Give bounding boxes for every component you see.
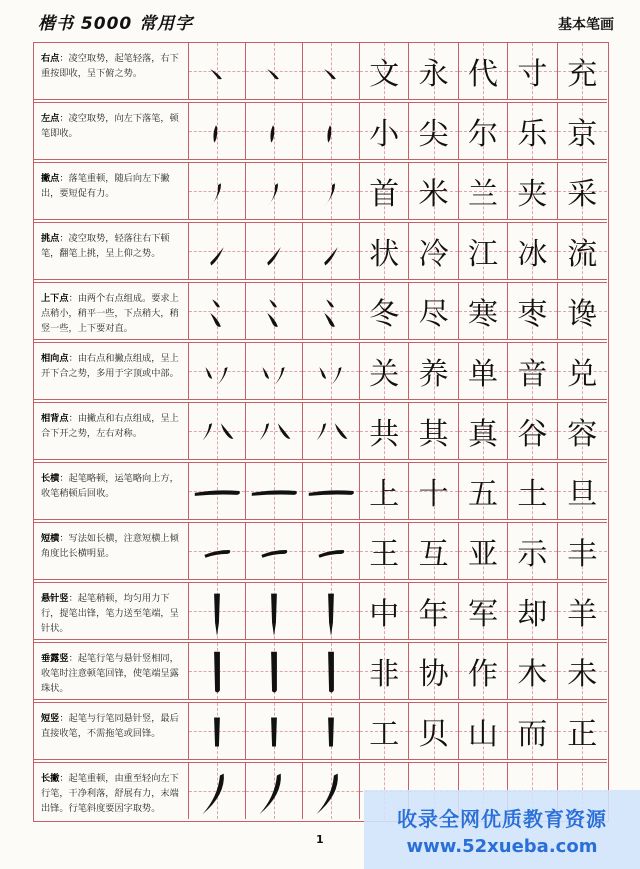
stroke-demo-cell [303, 283, 360, 339]
stroke-demo-cell [189, 463, 246, 519]
stroke-row [34, 103, 607, 159]
stroke-explanation: ：凌空取势，起笔轻落，右下重按即收，呈下俯之势。 [41, 53, 179, 79]
stroke-glyph [246, 523, 302, 579]
example-character: 容 [567, 417, 598, 452]
example-char-cell [459, 403, 508, 459]
example-char-cell [409, 403, 458, 459]
stroke-demo-cell [303, 223, 360, 279]
page-header [0, 0, 640, 40]
example-character: 协 [418, 657, 449, 692]
stroke-row [34, 163, 607, 219]
stroke-description [34, 223, 189, 279]
example-character: 尔 [467, 117, 498, 152]
stroke-term: 左点 [41, 113, 60, 124]
example-char-cell [558, 43, 607, 99]
example-character: 代 [467, 57, 498, 92]
example-character: 京 [567, 117, 598, 152]
stroke-explanation: ：起笔重顿，由重至轻向左下行笔，干净利落，舒展有力，末端出锋。行笔斜度要因字取势。 [41, 773, 179, 814]
example-char-cell [360, 463, 409, 519]
example-character: 土 [517, 477, 548, 512]
example-character: 五 [467, 477, 498, 512]
example-character: 尖 [418, 117, 449, 152]
example-character: 作 [467, 657, 498, 692]
example-character: 寒 [467, 297, 498, 332]
stroke-glyph [303, 103, 359, 159]
example-char-cell [459, 643, 508, 699]
stroke-demo-cell [189, 763, 246, 819]
example-character: 冷 [418, 237, 449, 272]
stroke-demo-cell [303, 103, 360, 159]
example-char-cell [409, 583, 458, 639]
stroke-description [34, 403, 189, 459]
stroke-glyph [246, 463, 302, 519]
example-char-cell [508, 343, 557, 399]
stroke-description [34, 463, 189, 519]
stroke-explanation: ：起笔稍顿，均匀用力下行，提笔出锋，笔力送至笔端，呈针状。 [41, 593, 179, 634]
stroke-glyph [189, 343, 245, 399]
example-char-cell [459, 163, 508, 219]
example-character: 乐 [517, 117, 548, 152]
example-char-cell [409, 523, 458, 579]
stroke-demo-cell [189, 103, 246, 159]
example-char-cell [409, 343, 458, 399]
example-char-cell [558, 583, 607, 639]
example-char-cell [558, 523, 607, 579]
stroke-row [34, 223, 607, 279]
example-character: 中 [369, 597, 400, 632]
stroke-glyph [303, 163, 359, 219]
stroke-demo-cell [303, 463, 360, 519]
example-character: 军 [467, 597, 498, 632]
stroke-explanation: ：由两个右点组成。要求上点稍小，稍平一些，下点稍大，稍竖一些，上下要对直。 [41, 293, 179, 334]
page-number: 1 [316, 833, 324, 846]
stroke-glyph [189, 403, 245, 459]
stroke-explanation: ：起笔与行笔同悬针竖，最后直接收笔，不需拖笔或回锋。 [41, 713, 179, 739]
example-char-cell [459, 463, 508, 519]
stroke-glyph [189, 583, 245, 639]
example-char-cell [508, 223, 557, 279]
stroke-demo-cell [246, 223, 303, 279]
example-character: 年 [418, 597, 449, 632]
example-char-cell [409, 463, 458, 519]
stroke-glyph [303, 703, 359, 759]
example-character: 工 [369, 717, 400, 752]
stroke-glyph [303, 763, 359, 819]
example-character: 正 [567, 717, 598, 752]
example-char-cell [360, 403, 409, 459]
stroke-term: 短横 [41, 533, 60, 544]
example-char-cell [459, 283, 508, 339]
example-character: 尽 [418, 297, 449, 332]
example-character: 互 [418, 537, 449, 572]
example-character: 贝 [418, 717, 449, 752]
example-character: 冬 [369, 297, 400, 332]
watermark-line2: www.52xueba.com [406, 835, 598, 857]
stroke-term: 挑点 [41, 233, 60, 244]
example-character: 米 [418, 177, 449, 212]
stroke-description [34, 343, 189, 399]
example-char-cell [508, 523, 557, 579]
stroke-demo-cell [189, 343, 246, 399]
stroke-glyph [189, 643, 245, 699]
stroke-glyph [246, 103, 302, 159]
example-character: 谗 [567, 297, 598, 332]
stroke-term: 相向点 [41, 353, 69, 364]
stroke-glyph [303, 43, 359, 99]
stroke-row [34, 463, 607, 519]
example-character: 兰 [467, 177, 498, 212]
stroke-description [34, 103, 189, 159]
example-char-cell [459, 223, 508, 279]
example-character: 而 [517, 717, 548, 752]
example-character: 养 [418, 357, 449, 392]
stroke-explanation: ：由右点和撇点组成，呈上开下合之势，多用于字顶或中部。 [41, 353, 179, 379]
stroke-explanation: ：写法如长横，注意短横上倾角度比长横明显。 [41, 533, 179, 559]
example-char-cell [558, 103, 607, 159]
example-char-cell [558, 703, 607, 759]
stroke-demo-cell [303, 43, 360, 99]
example-char-cell [409, 703, 458, 759]
stroke-row [34, 583, 607, 639]
stroke-demo-cell [189, 283, 246, 339]
stroke-demo-cell [189, 163, 246, 219]
stroke-demo-cell [246, 643, 303, 699]
example-character: 江 [467, 237, 498, 272]
example-character: 流 [567, 237, 598, 272]
stroke-glyph [189, 163, 245, 219]
example-character: 采 [567, 177, 598, 212]
example-character: 兑 [567, 357, 598, 392]
stroke-description [34, 283, 189, 339]
example-character: 寸 [517, 57, 548, 92]
stroke-glyph [189, 103, 245, 159]
stroke-demo-cell [189, 523, 246, 579]
example-char-cell [360, 343, 409, 399]
example-character: 旦 [567, 477, 598, 512]
book-title: 楷书 5000 常用字 [38, 14, 194, 34]
stroke-description [34, 43, 189, 99]
example-character: 真 [467, 417, 498, 452]
example-character: 充 [567, 57, 598, 92]
stroke-term: 右点 [41, 53, 60, 64]
stroke-demo-cell [303, 523, 360, 579]
example-char-cell [558, 643, 607, 699]
example-char-cell [558, 223, 607, 279]
stroke-row [34, 283, 607, 339]
stroke-demo-cell [246, 343, 303, 399]
example-char-cell [459, 343, 508, 399]
example-character: 未 [567, 657, 598, 692]
example-char-cell [360, 103, 409, 159]
stroke-glyph [189, 283, 245, 339]
stroke-demo-cell [246, 403, 303, 459]
stroke-term: 悬针竖 [41, 593, 69, 604]
stroke-demo-cell [246, 163, 303, 219]
example-char-cell [558, 283, 607, 339]
stroke-demo-cell [189, 703, 246, 759]
example-char-cell [360, 523, 409, 579]
stroke-glyph [303, 343, 359, 399]
example-char-cell [558, 403, 607, 459]
stroke-explanation: ：起笔行笔与悬针竖相同，收笔时注意顿笔回锋，使笔端呈露珠状。 [41, 653, 179, 694]
stroke-explanation: ：凌空取势，轻落往右下顿笔，翻笔上挑，呈上仰之势。 [41, 233, 170, 259]
stroke-description [34, 163, 189, 219]
stroke-demo-cell [246, 583, 303, 639]
stroke-demo-cell [189, 643, 246, 699]
example-character: 关 [369, 357, 400, 392]
example-character: 冰 [517, 237, 548, 272]
stroke-glyph [303, 523, 359, 579]
practice-sheet [33, 42, 609, 822]
example-char-cell [360, 703, 409, 759]
example-character: 亚 [467, 537, 498, 572]
stroke-term: 垂露竖 [41, 653, 69, 664]
example-char-cell [558, 343, 607, 399]
stroke-row [34, 343, 607, 399]
example-char-cell [558, 163, 607, 219]
example-character: 非 [369, 657, 400, 692]
example-char-cell [508, 163, 557, 219]
stroke-term: 长撇 [41, 773, 60, 784]
example-char-cell [508, 463, 557, 519]
watermark-banner [364, 790, 640, 869]
example-char-cell [459, 43, 508, 99]
example-char-cell [360, 283, 409, 339]
example-character: 谷 [517, 417, 548, 452]
stroke-glyph [303, 223, 359, 279]
example-character: 共 [369, 417, 400, 452]
example-char-cell [508, 703, 557, 759]
stroke-glyph [246, 223, 302, 279]
stroke-term: 长横 [41, 473, 60, 484]
example-character: 羊 [567, 597, 598, 632]
stroke-demo-cell [303, 343, 360, 399]
example-character: 示 [517, 537, 548, 572]
stroke-demo-cell [303, 703, 360, 759]
stroke-glyph [246, 343, 302, 399]
example-char-cell [508, 43, 557, 99]
stroke-demo-cell [189, 403, 246, 459]
stroke-glyph [246, 583, 302, 639]
stroke-row [34, 403, 607, 459]
stroke-row [34, 643, 607, 699]
example-character: 文 [369, 57, 400, 92]
example-char-cell [508, 283, 557, 339]
stroke-glyph [189, 703, 245, 759]
stroke-demo-cell [303, 763, 360, 819]
stroke-glyph [246, 763, 302, 819]
stroke-description [34, 763, 189, 819]
stroke-demo-cell [303, 643, 360, 699]
example-char-cell [558, 463, 607, 519]
stroke-glyph [189, 43, 245, 99]
example-character: 首 [369, 177, 400, 212]
stroke-explanation: ：起笔略顿，运笔略向上方，收笔稍顿后回收。 [41, 473, 179, 499]
stroke-term: 相背点 [41, 413, 69, 424]
stroke-explanation: ：落笔重顿，随后向左下撇出，要短促有力。 [41, 173, 170, 199]
stroke-demo-cell [246, 103, 303, 159]
stroke-demo-cell [246, 463, 303, 519]
stroke-glyph [246, 163, 302, 219]
stroke-glyph [246, 403, 302, 459]
stroke-glyph [246, 643, 302, 699]
stroke-glyph [246, 283, 302, 339]
example-char-cell [459, 583, 508, 639]
example-character: 夹 [517, 177, 548, 212]
example-char-cell [409, 643, 458, 699]
example-character: 十 [418, 477, 449, 512]
example-character: 状 [369, 237, 400, 272]
example-character: 单 [467, 357, 498, 392]
stroke-glyph [303, 583, 359, 639]
watermark-line1: 收录全网优质教育资源 [397, 806, 607, 831]
stroke-demo-cell [246, 763, 303, 819]
example-char-cell [409, 163, 458, 219]
stroke-glyph [189, 523, 245, 579]
stroke-glyph [303, 463, 359, 519]
stroke-glyph [189, 763, 245, 819]
stroke-row [34, 43, 607, 99]
example-character: 山 [467, 717, 498, 752]
stroke-row [34, 703, 607, 759]
stroke-term: 短竖 [41, 713, 60, 724]
example-char-cell [459, 523, 508, 579]
stroke-description [34, 583, 189, 639]
example-character: 永 [418, 57, 449, 92]
stroke-explanation: ：凌空取势，向左下落笔，顿笔即收。 [41, 113, 179, 139]
example-char-cell [508, 643, 557, 699]
example-char-cell [409, 283, 458, 339]
example-character: 上 [369, 477, 400, 512]
example-char-cell [409, 103, 458, 159]
stroke-description [34, 643, 189, 699]
example-character: 音 [517, 357, 548, 392]
stroke-glyph [303, 283, 359, 339]
section-title: 基本笔画 [558, 17, 614, 33]
stroke-demo-cell [189, 223, 246, 279]
stroke-description [34, 703, 189, 759]
stroke-demo-cell [189, 583, 246, 639]
stroke-demo-cell [189, 43, 246, 99]
stroke-glyph [303, 643, 359, 699]
stroke-demo-cell [246, 523, 303, 579]
example-character: 小 [369, 117, 400, 152]
example-char-cell [360, 163, 409, 219]
example-char-cell [508, 403, 557, 459]
example-character: 却 [517, 597, 548, 632]
example-char-cell [360, 223, 409, 279]
example-char-cell [508, 103, 557, 159]
example-char-cell [360, 643, 409, 699]
example-character: 木 [517, 657, 548, 692]
stroke-glyph [189, 463, 245, 519]
example-char-cell [508, 583, 557, 639]
example-char-cell [360, 583, 409, 639]
example-char-cell [459, 703, 508, 759]
stroke-demo-cell [303, 403, 360, 459]
stroke-glyph [246, 43, 302, 99]
stroke-glyph [246, 703, 302, 759]
stroke-row [34, 523, 607, 579]
example-character: 枣 [517, 297, 548, 332]
stroke-glyph [303, 403, 359, 459]
stroke-explanation: ：由撇点和右点组成，呈上合下开之势，左右对称。 [41, 413, 179, 439]
example-char-cell [409, 223, 458, 279]
stroke-description [34, 523, 189, 579]
stroke-demo-cell [246, 283, 303, 339]
example-char-cell [409, 43, 458, 99]
example-char-cell [459, 103, 508, 159]
stroke-demo-cell [246, 703, 303, 759]
stroke-demo-cell [246, 43, 303, 99]
example-character: 丰 [567, 537, 598, 572]
stroke-glyph [189, 223, 245, 279]
example-char-cell [360, 43, 409, 99]
example-character: 其 [418, 417, 449, 452]
example-character: 王 [369, 537, 400, 572]
stroke-term: 上下点 [41, 293, 69, 304]
stroke-demo-cell [303, 163, 360, 219]
stroke-term: 撇点 [41, 173, 60, 184]
stroke-demo-cell [303, 583, 360, 639]
